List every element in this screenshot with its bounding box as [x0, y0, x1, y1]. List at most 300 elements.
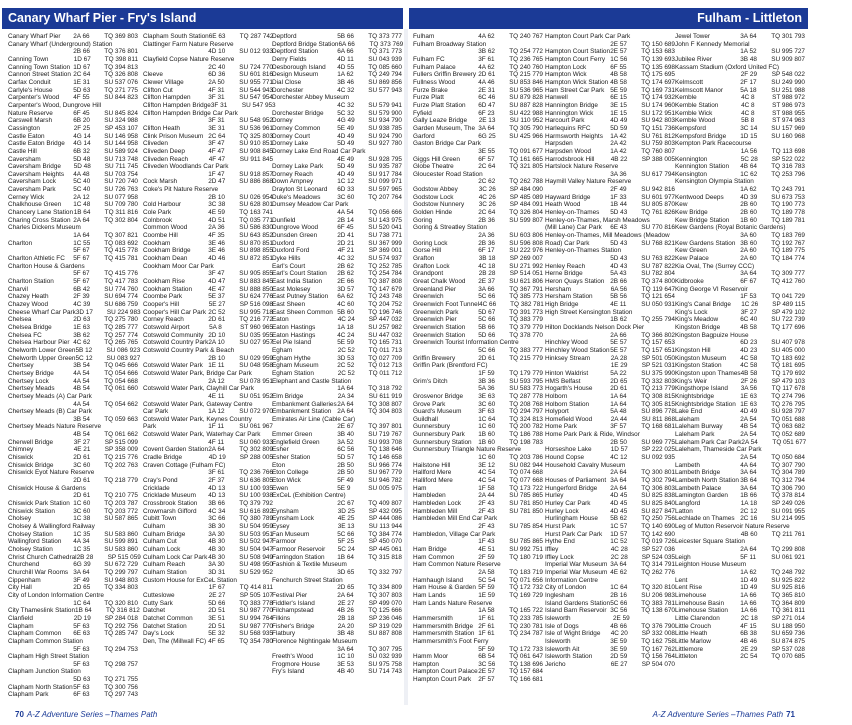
index-entry [413, 224, 543, 232]
entry-os-ref: TQ 207 764 [368, 193, 402, 201]
entry-name: Jewel Tower [675, 33, 711, 40]
entry-grid-ref: 3E 51 [208, 614, 225, 622]
entry-grid-ref: 6F 17 [478, 247, 495, 255]
entry-grid-ref: 1C 26 [741, 300, 759, 308]
entry-name: Griffin Park (Brentford FC) [413, 362, 488, 370]
entry-os-ref: SP 479 103 [771, 377, 805, 385]
entry-grid-ref: 4C 58 [740, 354, 758, 362]
entry-name: Kensington Olympia Station [675, 178, 754, 186]
entry-os-ref: TQ 321 805 [509, 163, 543, 171]
index-entry [545, 48, 675, 56]
index-entry [413, 247, 543, 255]
index-entry [143, 401, 273, 409]
index-entry [8, 546, 138, 554]
entry-name: Ewen [272, 484, 288, 492]
index-entry [545, 324, 675, 332]
entry-grid-ref: 4B 30 [208, 538, 225, 546]
entry-name: Embankment Galleries [272, 400, 337, 408]
entry-grid-ref: 1C 12 [337, 178, 355, 186]
entry-name: Cutteslowe [143, 591, 175, 599]
entry-grid-ref: 4D 49 [337, 132, 355, 140]
index-entry [675, 240, 805, 248]
entry-os-ref: SP 288 005 [239, 454, 273, 462]
index-entry [413, 653, 543, 661]
entry-os-ref: SU 100 935 [239, 484, 273, 492]
index-entry [675, 332, 805, 340]
entry-name: Dumsey Meadow Car Park [272, 201, 349, 209]
entry-name [143, 117, 208, 125]
entry-grid-ref [785, 224, 816, 232]
entry-os-ref: TQ 387 808 [368, 278, 402, 285]
index-entry [545, 110, 675, 118]
index-entry [413, 523, 543, 531]
index-entry [143, 423, 273, 431]
index-entry [675, 309, 805, 317]
entry-grid-ref: 4C 12 [610, 454, 628, 462]
index-entry [675, 477, 805, 485]
entry-name: Greenwich [413, 293, 444, 301]
entry-os-ref: TQ 177 696 [771, 323, 805, 331]
index-entry [545, 87, 675, 95]
entry-grid-ref: 5E 27 [208, 300, 226, 308]
entry-os-ref: TQ 382 781 [510, 300, 544, 308]
entry-os-ref: SU 993 708 [368, 438, 402, 446]
index-entry [143, 523, 273, 531]
index-entry [8, 646, 138, 654]
entry-grid-ref: 6B 42 [73, 285, 90, 293]
entry-os-ref: TQ 216 772 [239, 316, 273, 324]
index-entry [413, 41, 543, 49]
index-entry [675, 577, 805, 585]
entry-name: Deptford [272, 33, 297, 40]
entry-name: Coombe Park [143, 293, 183, 301]
entry-name: Little Crouch [675, 622, 711, 630]
index-entry [8, 668, 138, 676]
entry-grid-ref: 3E 31 [208, 124, 225, 132]
entry-grid-ref: 5D 59 [610, 124, 628, 132]
entry-name [143, 378, 208, 386]
entry-name: Hurst Park Car Park [545, 530, 603, 538]
entry-name: Hinchley Wood [545, 339, 588, 347]
entry-grid-ref [92, 408, 123, 416]
index-entry [545, 592, 675, 600]
entry-name: Clapham North Station [8, 683, 73, 691]
entry-os-ref: SU 782 804 [641, 270, 675, 278]
entry-name: Ham Street Car Park [545, 86, 605, 94]
entry-os-ref: SU 603 806 [509, 232, 543, 240]
entry-name: Clapham Junction Station [8, 668, 81, 676]
index-entry [143, 286, 273, 294]
index-entry [675, 339, 805, 347]
index-entry [8, 324, 138, 332]
index-entry [675, 156, 805, 164]
index-entry [413, 178, 543, 186]
entry-grid-ref [745, 538, 776, 546]
entry-os-ref: ST 974 963 [772, 117, 805, 125]
entry-name: Chiswick House & Gardens [8, 484, 86, 492]
entry-grid-ref: 2A 44 [478, 492, 495, 500]
entry-grid-ref: 1F 33 [610, 193, 627, 201]
entry-os-ref: SU 174 960 [641, 101, 675, 109]
entry-name: Lambeth [675, 461, 700, 469]
entry-grid-ref: 4B 58 [740, 369, 758, 377]
entry-grid-ref: 5A 43 [610, 270, 627, 278]
entry-os-ref: SP 485 089 [509, 193, 543, 201]
entry-os-ref: SU 324 988 [104, 117, 138, 125]
index-entry [8, 41, 138, 49]
entry-os-ref: SP 489 115 [772, 300, 805, 308]
entry-grid-ref: 5C 40 [73, 178, 91, 186]
entry-grid-ref [751, 140, 782, 148]
entry-grid-ref: 6E 43 [610, 224, 627, 232]
entry-grid-ref: 3A 66 [478, 285, 495, 293]
index-entry [143, 101, 276, 110]
entry-os-ref: TQ 366 802 [641, 331, 675, 339]
index-entry [413, 515, 543, 523]
entry-name [143, 48, 208, 56]
index-entry [272, 592, 402, 600]
entry-os-ref: TQ 326 804 [509, 209, 543, 217]
entry-os-ref: TQ 169 729 [509, 591, 543, 599]
index-entry [143, 178, 273, 186]
index-entry [143, 156, 273, 164]
entry-name: Kingston Museum [675, 354, 727, 362]
index-entry [545, 416, 675, 424]
entry-grid-ref: 1A 62 [740, 186, 757, 194]
entry-os-ref: SU 955 771 [239, 78, 273, 86]
entry-grid-ref: 5C 40 [73, 186, 91, 194]
entry-name: Cherwell Bridge [8, 438, 54, 446]
entry-name: Holborn [545, 392, 568, 400]
entry-name [8, 247, 73, 255]
entry-name [143, 270, 208, 278]
entry-os-ref: TQ 175 695 [641, 71, 675, 79]
entry-name: Earl's Court Station [272, 270, 327, 278]
index-entry [143, 94, 273, 102]
index-entry [8, 316, 138, 324]
index-entry [413, 217, 543, 225]
entry-name: King's Canal Bridge [675, 300, 731, 308]
entry-name: Grafton [413, 255, 435, 263]
entry-os-ref: TQ 179 692 [771, 369, 806, 377]
index-entry [413, 423, 543, 431]
entry-name: Eton [272, 461, 286, 469]
entry-os-ref: SP 444 086 [368, 515, 402, 523]
entry-name: Den, The (Millwall FC) [143, 637, 207, 645]
entry-os-ref: TQ 415 776 [104, 270, 138, 278]
entry-grid-ref: 3A 64 [610, 561, 627, 569]
entry-grid-ref: 3A 60 [740, 232, 757, 240]
entry-grid-ref: 5C 66 [610, 599, 628, 607]
entry-name: Isle of Wight Bridge [545, 630, 601, 638]
entry-os-ref: TQ 299 797 [104, 568, 138, 576]
entry-grid-ref: 2F 37 [208, 477, 225, 485]
entry-grid-ref: 5E 57 [610, 339, 627, 347]
entry-os-ref: TQ 233 785 [509, 614, 543, 622]
entry-grid-ref: 3E 59 [610, 645, 627, 653]
index-entry [675, 378, 805, 386]
entry-name: Custom House for ExCeL Station [143, 576, 237, 584]
entry-name: Chertsey Bridge [8, 369, 54, 377]
entry-os-ref: SP 527 036 [641, 545, 675, 553]
entry-name: Godstow Nunnery [413, 201, 465, 209]
index-entry [545, 584, 675, 592]
entry-name: Caversham Heights [8, 170, 65, 178]
index-entry [272, 324, 402, 332]
index-entry [8, 653, 138, 661]
entry-os-ref: TQ 415 778 [104, 247, 138, 255]
entry-grid-ref: 3A 64 [740, 484, 757, 492]
index-entry [675, 646, 805, 654]
entry-name: Kempsford [675, 124, 706, 132]
entry-name: Little Heath [675, 630, 708, 638]
index-entry [675, 439, 805, 447]
entry-grid-ref: 2D 59 [610, 653, 628, 661]
entry-grid-ref [492, 600, 523, 608]
entry-grid-ref: 3F 49 [73, 576, 90, 584]
entry-os-ref: SU 785 865 [509, 538, 543, 546]
entry-grid-ref: 2A 58 [478, 568, 495, 576]
index-entry [413, 332, 543, 340]
entry-name: Cotswold Water Park, Clayhill Car Park [143, 385, 254, 393]
entry-os-ref: TQ 077 668 [509, 477, 543, 485]
entry-name: Wallingford Station [8, 538, 62, 546]
index-entry [675, 492, 805, 500]
entry-os-ref: SP 369 001 [368, 247, 402, 255]
entry-name [8, 232, 73, 240]
entry-name: Hannington Bridge [545, 101, 598, 109]
index-entry [272, 240, 402, 248]
entry-name [8, 477, 73, 485]
entry-name: Chiswick [8, 454, 34, 462]
entry-name [413, 646, 478, 654]
entry-grid-ref [225, 462, 256, 470]
entry-name: Egham Station [272, 369, 314, 377]
index-entry [272, 393, 402, 401]
index-entry [413, 309, 543, 317]
index-entry [272, 64, 402, 72]
index-entry [272, 209, 402, 217]
entry-os-ref: SU 224 983 [106, 308, 141, 316]
entry-grid-ref: 2E 57 [610, 40, 627, 48]
entry-os-ref: TQ 215 779 [509, 354, 543, 362]
index-entry [675, 446, 805, 454]
entry-name: Isleworth [545, 614, 571, 622]
entry-os-ref: SU 583 860 [104, 545, 138, 553]
entry-name: Charlton House & Gardens [8, 262, 85, 270]
entry-grid-ref: 2F 26 [740, 377, 758, 385]
entry-name: Chertsey Meads [8, 385, 55, 393]
entry-grid-ref: 2C 12 [740, 507, 758, 515]
entry-os-ref: TQ 179 779 [509, 369, 543, 377]
entry-grid-ref: 3F 31 [208, 94, 225, 102]
entry-name: Iffley [545, 545, 559, 553]
index-entry [675, 270, 805, 278]
entry-grid-ref: 2B 62 [337, 262, 354, 270]
entry-name: Griffin Brewery [413, 354, 456, 362]
entry-grid-ref: 2A 64 [208, 446, 225, 454]
entry-os-ref: TQ 151 736 [641, 124, 675, 132]
entry-name: Jubilee River [675, 55, 712, 63]
entry-name: Fry's Island [272, 668, 305, 676]
entry-os-ref: TQ 172 732 [509, 584, 543, 592]
entry-grid-ref: 5E 32 [208, 630, 225, 638]
index-entry [8, 378, 138, 386]
entry-grid-ref: 5F 59 [478, 584, 495, 592]
entry-name: Hurlingham House [545, 515, 598, 523]
entry-grid-ref [349, 94, 380, 102]
index-entry [413, 148, 543, 156]
entry-grid-ref: 2A 64 [610, 484, 627, 492]
index-entry [143, 538, 273, 546]
index-entry [8, 224, 138, 232]
entry-name: King's Weir [675, 377, 707, 385]
entry-name: Cotswold Water Park, Bridge Car Park [143, 369, 252, 377]
entry-grid-ref [94, 469, 125, 477]
entry-grid-ref: 1C 57 [610, 523, 628, 530]
entry-name: Cookham Dean [143, 255, 188, 263]
entry-grid-ref: 4B 26 [337, 607, 354, 615]
entry-name: Cotswold Airport [143, 323, 190, 331]
entry-os-ref: TQ 376 801 [104, 48, 138, 56]
entry-name: Clink Prison Museum [143, 132, 204, 140]
entry-name: Laleham, Thameside Car Park [675, 446, 762, 454]
entry-grid-ref: 4C 66 [479, 300, 497, 308]
entry-os-ref: SU 504 947 [239, 545, 273, 553]
entry-grid-ref: 4C 58 [740, 362, 758, 370]
entry-os-ref: TQ 196 746 [368, 308, 402, 316]
index-entry [545, 102, 675, 110]
index-entry [8, 156, 138, 164]
entry-os-ref [512, 140, 543, 148]
entry-grid-ref: 2C 52 [208, 308, 226, 316]
index-entry [545, 630, 675, 638]
index-entry [545, 240, 675, 248]
entry-os-ref: SU 995 727 [771, 48, 805, 56]
entry-os-ref: TQ 378 814 [771, 492, 805, 500]
entry-os-ref: SU 714 743 [368, 668, 402, 676]
entry-grid-ref: 5A 22 [610, 369, 627, 377]
index-entry [413, 577, 543, 585]
index-entry [8, 584, 138, 592]
entry-grid-ref [746, 561, 777, 569]
index-entry [545, 546, 675, 554]
entry-os-ref: SU 061 921 [771, 553, 805, 561]
entry-grid-ref: 2F 43 [478, 523, 495, 530]
index-entry [413, 592, 543, 600]
entry-name: Hurst Park [545, 523, 576, 530]
entry-grid-ref: 4C 54 [478, 469, 496, 477]
entry-grid-ref: 5B 56 [610, 293, 627, 301]
entry-grid-ref: 2D 47 [208, 178, 226, 186]
index-entry [545, 370, 675, 378]
entry-grid-ref: 3A 64 [740, 270, 757, 278]
entry-name: Hammersmith Bridge [413, 622, 474, 630]
entry-os-ref: SU 811 868 [641, 415, 675, 423]
index-entry [8, 270, 138, 278]
index-entry [675, 500, 805, 508]
index-entry [272, 347, 402, 355]
entry-os-ref: SU 048 958 [239, 362, 273, 370]
entry-grid-ref: 5E 37 [208, 293, 225, 301]
index-entry [413, 117, 543, 125]
index-entry [143, 378, 273, 386]
entry-name: Lent [675, 576, 688, 584]
index-entry [272, 370, 402, 378]
entry-os-ref [779, 286, 810, 294]
entry-name: Cholsey & Wallingford Railway [8, 523, 95, 530]
entry-os-ref: TQ 054 662 [104, 400, 138, 408]
entry-grid-ref: 3E 55 [478, 147, 495, 155]
entry-grid-ref: 4B 66 [610, 622, 627, 630]
entry-name: Dungrove Wood [272, 224, 319, 232]
entry-os-ref: SU 587 865 [104, 515, 138, 523]
entry-name: Hurley Lock [545, 507, 579, 515]
entry-os-ref: SU 407 978 [771, 339, 805, 347]
index-entry [8, 48, 138, 56]
entry-os-ref: TQ 165 731 [368, 339, 402, 347]
entry-os-ref: SP 388 005 [641, 155, 675, 163]
entry-grid-ref: 1E 59 [478, 591, 495, 599]
entry-grid-ref: 4C 26 [478, 193, 496, 201]
index-entry [413, 508, 543, 516]
entry-name [675, 546, 740, 554]
entry-name: Dorney Court [272, 132, 311, 140]
index-entry [8, 508, 138, 516]
index-entry [675, 584, 805, 592]
entry-name: Culham Station [143, 568, 187, 576]
entry-name: Deptford Bridge Station [272, 40, 339, 48]
index-entry [143, 439, 273, 447]
right-page-header: Fulham - Littleton [409, 8, 808, 29]
index-entry [8, 684, 138, 692]
entry-name: Chazey Heath [8, 293, 49, 301]
entry-grid-ref: 2C 40 [208, 63, 226, 71]
entry-os-ref: SU 082 944 [509, 461, 543, 469]
entry-grid-ref: 3C 38 [208, 201, 226, 209]
entry-grid-ref: 3C 26 [478, 186, 496, 194]
entry-grid-ref: 2A 12 [208, 377, 225, 385]
entry-name: City of London [545, 584, 587, 592]
entry-grid-ref: 3E 53 [337, 660, 354, 668]
entry-os-ref: TQ 147 679 [368, 285, 402, 293]
entry-os-ref: TQ 056 666 [368, 209, 402, 217]
entry-grid-ref: 3C 26 [478, 201, 496, 209]
index-entry [675, 523, 805, 531]
entry-grid-ref: 2D 10 [208, 331, 226, 339]
index-entry [675, 607, 805, 615]
entry-grid-ref: 2F 43 [478, 507, 495, 515]
entry-os-ref: TQ 304 789 [771, 469, 805, 477]
entry-grid-ref: 2C 67 [337, 500, 355, 508]
index-entry [413, 362, 543, 370]
index-entry [413, 661, 543, 669]
entry-grid-ref [81, 224, 112, 232]
entry-grid-ref: 6C 56 [337, 446, 355, 454]
entry-os-ref: SU 035 955 [239, 331, 273, 339]
index-entry [272, 278, 402, 286]
index-entry [143, 263, 273, 271]
entry-grid-ref: 1B 66 [740, 492, 757, 500]
entry-name: Earl's Court [272, 262, 306, 270]
entry-os-ref: SU 547 954 [239, 94, 273, 102]
entry-name: Farmoor Reservoir [272, 545, 326, 553]
entry-os-ref: SU 026 954 [239, 193, 273, 201]
entry-grid-ref: 2E 66 [337, 278, 354, 285]
index-entry [143, 469, 273, 477]
entry-name: Hambleden Mill End Car Park [413, 515, 498, 523]
entry-grid-ref [748, 286, 779, 294]
